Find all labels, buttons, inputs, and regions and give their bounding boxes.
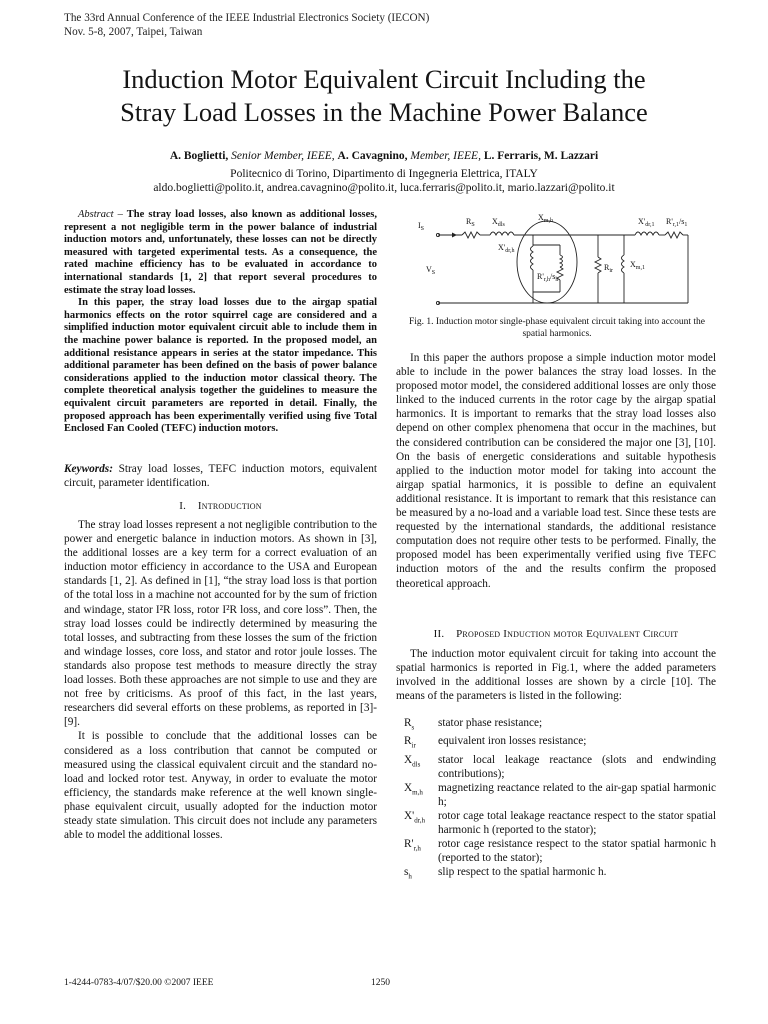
footer-copyright: 1-4244-0783-4/07/$20.00 ©2007 IEEE (64, 978, 214, 988)
label-xmh: $X_{m,h}$ (538, 213, 553, 224)
param-description: rotor cage resistance respect to the stator spatial harmonic h (reported to the stator); (438, 838, 716, 865)
conference-line-1: The 33rd Annual Conference of the IEEE Industrial Electronics Society (IECON) (64, 12, 430, 24)
conference-line-2: Nov. 5-8, 2007, Taipei, Taiwan (64, 26, 203, 38)
param-description: slip respect to the spatial harmonic h. (438, 866, 607, 879)
affiliation (20, 167, 748, 195)
section-2-body (396, 647, 716, 703)
param-symbol: X (404, 781, 413, 794)
label-rr1: $R'_{r,1}/s_1$ (666, 217, 688, 228)
author-1-role: Senior Member, IEEE, (231, 150, 335, 162)
label-rrh: $R'_{r,h}/s_h$ (537, 272, 559, 283)
param-subscript: r,h (413, 844, 421, 853)
abstract-paragraph-2: In this paper, the stray load losses due to the airgap spatial harmonics effects on the rotor squirrel cage are considered and a simplified induction motor equivalent circuit able to include them in the machine power balance is reported. In the proposed model, an additional resistance appears in series at the stator impedance. This additional parameter has been defined on the basis of power balance considerations applied to the induction motor classical theory. The complete theoretical analysis together the guidelines to measure the equivalent circuit parameters are reported in detail. Finally, the proposed approach has been experimentally verified using five Total Enclosed Fan Cooled (TEFC) induction motors. (64, 297, 377, 435)
label-xdls: $X_{dls}$ (492, 217, 505, 228)
section-1-title: Introduction (197, 500, 262, 512)
abstract (64, 209, 377, 436)
author-2-role: Member, IEEE, (410, 150, 481, 162)
keywords (64, 462, 377, 490)
param-description: equivalent iron losses resistance; (438, 735, 587, 748)
figure-1-caption: Fig. 1. Induction motor single-phase equivalent circuit taking into account the spatial harmonics. (408, 317, 705, 339)
parameter-list (396, 716, 716, 884)
section-2-number: II. (433, 628, 445, 640)
label-rir: $R_{ir}$ (604, 263, 614, 274)
parameter-item (396, 781, 716, 809)
param-description: magnetizing reactance related to the air-gap spatial harmonic h; (438, 781, 716, 808)
param-symbol: X' (404, 810, 415, 823)
author-1: A. Boglietti, (169, 150, 229, 162)
title-line-2: Stray Load Losses in the Machine Power Balance (120, 97, 648, 127)
param-subscript: dr,h (414, 816, 426, 825)
section-1-paragraph-2: It is possible to conclude that the additional losses can be considered as a loss contribution that cannot be computed or measured using the classical equivalent circuit and the standard no-load and locked rotor test. Anyway, in order to evaluate the motor efficiency, the standards make reference at the well known single-phase equivalent circuit, usually adopted for the induction motor steady state simulation. This circuit does not include any parameters able to model the additional losses. (64, 730, 377, 842)
param-subscript: m,h (412, 788, 423, 797)
keywords-lead: Keywords: (64, 463, 113, 475)
page-number: 1250 (371, 978, 390, 988)
section-1-paragraph-1: The stray load losses represent a not negligible contribution to the power and energetic balance in induction motors. As shown in [3], the additional losses are a key term for a correct evaluation of an induction motor efficiency in accordance to the USA and European standards [1, 2]. As defined in [1], “the stray load loss is that portion of the total loss in a machine not accounted for by the sum of friction and windage, stator I²R loss, rotor I²R loss, and core loss”. Then, the stray load losses could be indirectly determined by measuring the total losses, and subtracting from these losses the sum of the friction and windage losses, core loss, and stator and rotor joule losses. The standards also propose test methods to measure directly the stray load losses. Both these approaches are not simple to use and they are not free by criticisms. As proof of this fact, in the last years, researchers did several efforts on these problems, as reported in [3]-[9]. (64, 519, 377, 729)
param-symbol: s (404, 866, 409, 879)
param-symbol: R (404, 735, 412, 748)
abstract-text-1: The stray load losses, also known as additional losses, represent a not negligible term in the power balance of industrial induction motors and, unfortunately, these losses can not be directly measured with targeted experimental tests. As a consequence, the rated machine efficiency has to be evaluated in accordance to international standards [1, 2] that report several procedures to estimate the stray load losses. (64, 209, 377, 296)
author-3: L. Ferraris, M. Lazzari (483, 150, 599, 162)
author-list (20, 150, 748, 162)
label-xdr1: $X'_{dr,1}$ (638, 217, 655, 228)
param-symbol: R' (404, 838, 414, 851)
figure-1-circuit (410, 210, 710, 310)
parameter-item (396, 734, 716, 752)
parameter-item (396, 716, 716, 734)
section-2-title: Proposed Induction motor Equivalent Circuit (456, 628, 679, 640)
label-xdrh: $X'_{dr,h}$ (498, 243, 515, 254)
parameter-item (396, 753, 716, 781)
section-2-heading (396, 628, 716, 640)
parameter-item (396, 837, 716, 865)
section-1-number: I. (179, 500, 187, 512)
abstract-lead: Abstract – (78, 209, 123, 220)
param-description: stator phase resistance; (438, 717, 543, 729)
paper-title (20, 63, 748, 129)
abstract-paragraph-1 (64, 209, 377, 297)
param-subscript: ir (411, 741, 416, 750)
parameter-item (396, 809, 716, 837)
param-symbol: R (404, 717, 412, 729)
institution: Politecnico di Torino, Dipartimento di Ingegneria Elettrica, ITALY (230, 168, 538, 180)
author-emails: aldo.boglietti@polito.it, andrea.cavagnino@polito.it, luca.ferraris@polito.it, mario.lazzari@polito.it (153, 182, 615, 194)
section-1-heading (64, 500, 377, 512)
label-xm1: $X_{m,1}$ (630, 260, 645, 271)
param-subscript: s (411, 723, 415, 732)
label-vs: $V_S$ (426, 265, 436, 276)
section-1-body-left (64, 518, 377, 842)
section-1-paragraph-3: In this paper the authors propose a simple induction motor model able to include in the power balances the stray load losses. In the proposed motor model, the considered additional losses are only those linked to the induced currents in the rotor cage by the airgap spatial harmonics. It is important to remarks that the stray load losses also depend on other complex phenomena that occur in the machines, but the considered contribution can be considered the major one [3], [10]. On the basis of energetic considerations and suitable hypothesis applied to the induction motor model for taking into account the airgap spatial harmonics, it is possible to define an equivalent additional resistance. It is important to remark that this resistance can be measured by a no-load and a variable load test. Since these tests are requested by the international standards, the additional resistance computation does not require other tests to be performed. Finally, the proposed model has been experimentally verified using five TEFC induction motors of the and the results confirm the proposed theoretical approach. (396, 352, 716, 590)
conference-header (64, 11, 429, 39)
param-subscript: h (408, 872, 412, 881)
title-line-1: Induction Motor Equivalent Circuit Including the (122, 64, 646, 94)
param-description: stator local leakage reactance (slots and endwinding contributions); (438, 753, 716, 780)
param-symbol: X (404, 753, 413, 766)
section-2-paragraph-1: The induction motor equivalent circuit for taking into account the spatial harmonics is reported in Fig.1, where the added parameters involved in the additional losses are shown by a circle [10]. The means of the parameters is listed in the following: (396, 648, 716, 703)
parameter-item (396, 865, 716, 883)
param-subscript: dls (412, 759, 421, 768)
param-description: rotor cage total leakage reactance respect to the stator spatial harmonic h (reported to the stator); (438, 810, 716, 837)
section-1-body-right (396, 351, 716, 591)
label-rs: $R_S$ (466, 217, 475, 228)
keywords-text: Stray load losses, TEFC induction motors, equivalent circuit, parameter identification. (64, 463, 377, 489)
author-2: A. Cavagnino, (337, 150, 408, 162)
label-is: $I_S$ (418, 221, 425, 232)
